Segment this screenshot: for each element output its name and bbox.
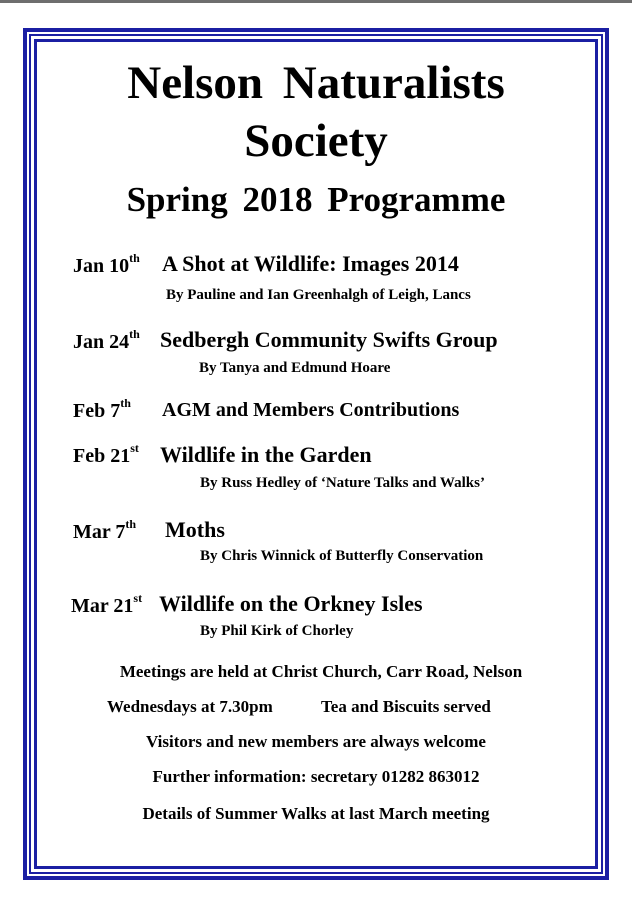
refreshments-info: Tea and Biscuits served <box>321 697 491 716</box>
event-title: Wildlife in the Garden <box>160 442 372 467</box>
welcome-note: Visitors and new members are always welcome <box>146 732 486 751</box>
event-date: Mar 21st <box>71 591 143 617</box>
event-title: Wildlife on the Orkney Isles <box>159 591 423 616</box>
society-name-line1: Nelson Naturalists <box>127 57 505 109</box>
event-title: AGM and Members Contributions <box>162 399 460 421</box>
event-title: Sedbergh Community Swifts Group <box>160 327 498 352</box>
event-title: Moths <box>165 517 225 542</box>
summer-walks-note: Details of Summer Walks at last March meeting <box>142 804 490 823</box>
event-date: Feb 7th <box>73 396 131 422</box>
programme-title: Spring 2018 Programme <box>126 180 506 219</box>
event-speaker: By Tanya and Edmund Hoare <box>199 360 391 376</box>
meeting-time: Wednesdays at 7.30pm <box>107 697 273 716</box>
top-rule <box>0 0 632 3</box>
event-speaker: By Chris Winnick of Butterfly Conservation <box>200 548 484 564</box>
event-speaker: By Russ Hedley of ‘Nature Talks and Walks’ <box>200 475 485 491</box>
event-date: Jan 24th <box>73 327 140 353</box>
contact-info: Further information: secretary 01282 863012 <box>152 767 480 786</box>
event-speaker: By Pauline and Ian Greenhalgh of Leigh, Lancs <box>166 287 471 303</box>
event-title: A Shot at Wildlife: Images 2014 <box>162 251 459 276</box>
society-name-line2: Society <box>244 115 388 167</box>
event-date: Mar 7th <box>73 517 137 543</box>
event-date: Jan 10th <box>73 251 140 277</box>
event-speaker: By Phil Kirk of Chorley <box>200 623 354 639</box>
event-date: Feb 21st <box>73 441 139 467</box>
venue-info: Meetings are held at Christ Church, Carr Road, Nelson <box>119 662 523 681</box>
